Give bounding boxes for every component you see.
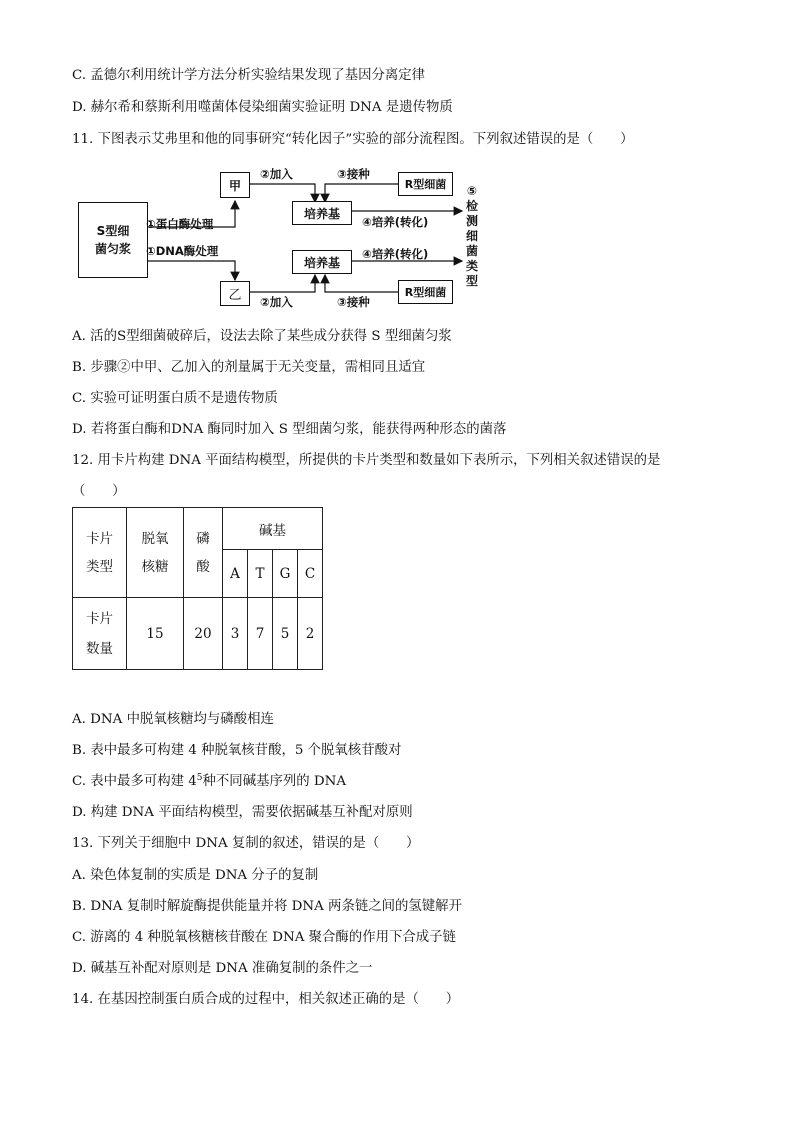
- detect-char: 型: [465, 274, 478, 288]
- row-label-text: 数量: [86, 640, 113, 657]
- question-13-stem: 13. 下列关于细胞中 DNA 复制的叙述，错误的是（ ）: [72, 836, 420, 851]
- arrow-yi-to-medium: [250, 275, 315, 292]
- q11-option-d: D. 若将蛋白酶和DNA 酶同时加入 S 型细菌匀浆，能获得两种形态的菌落: [72, 422, 507, 437]
- header-phosphate: [184, 508, 223, 598]
- question-14-stem: 14. 在基因控制蛋白质合成的过程中，相关叙述正确的是（ ）: [72, 992, 460, 1007]
- arrow-r-to-medium-bottom: [325, 275, 398, 292]
- cell-deoxyribose-count: 15: [127, 598, 184, 670]
- cell-phosphate-count: 20: [184, 598, 223, 670]
- q12-option-a: A. DNA 中脱氧核糖均与磷酸相连: [72, 712, 274, 727]
- source-line-1: S型细: [96, 224, 130, 238]
- q11-option-a: A. 活的S型细菌破碎后，设法去除了某些成分获得 S 型细菌匀浆: [72, 329, 452, 344]
- option-c-q10: C. 孟德尔利用统计学方法分析实验结果发现了基因分离定律: [72, 68, 426, 83]
- arrow-r-to-medium-top: [325, 184, 398, 202]
- q13-option-c: C. 游离的 4 种脱氧核糖核苷酸在 DNA 聚合酶的作用下合成子链: [72, 930, 456, 945]
- medium-bottom-box: 培养基: [292, 250, 352, 274]
- q11-option-c: C. 实验可证明蛋白质不是遗传物质: [72, 391, 278, 406]
- q12-c-prefix: C. 表中最多可构建 4: [72, 774, 197, 789]
- r-bacteria-bottom-box: R型细菌: [398, 280, 453, 304]
- row-label-text: 卡片: [86, 610, 113, 627]
- detect-char: 类: [465, 259, 478, 273]
- header-text: 核糖: [141, 558, 169, 575]
- option-d-q10: D. 赫尔希和蔡斯利用噬菌体侵染细菌实验证明 DNA 是遗传物质: [72, 100, 453, 115]
- cell-g-count: 5: [273, 598, 298, 670]
- header-text: 脱氧: [141, 530, 169, 547]
- q13-option-b: B. DNA 复制时解旋酶提供能量并将 DNA 两条链之间的氢键解开: [72, 899, 462, 914]
- medium-top-box: 培养基: [292, 201, 352, 225]
- r-bacteria-top-box: R型细菌: [398, 172, 453, 196]
- header-deoxyribose: [127, 508, 184, 598]
- label-protease: ①蛋白酶处理: [146, 217, 214, 231]
- card-count-table: [72, 507, 323, 670]
- header-text: 卡片: [86, 530, 113, 547]
- q12-c-exponent: 5: [196, 773, 203, 783]
- detect-char: 检: [465, 199, 478, 213]
- header-base-a: A: [223, 550, 248, 598]
- question-12-stem: 12. 用卡片构建 DNA 平面结构模型，所提供的卡片类型和数量如下表所示，下列相关叙述错误的是: [72, 453, 661, 468]
- arrow-jia-to-medium: [250, 184, 315, 202]
- detect-char: ⑤: [466, 184, 478, 198]
- q13-option-d: D. 碱基互补配对原则是 DNA 准确复制的条件之一: [72, 961, 373, 976]
- q12-option-d: D. 构建 DNA 平面结构模型，需要依据碱基互补配对原则: [72, 805, 413, 820]
- label-culture-bottom: ④培养(转化): [362, 247, 429, 261]
- label-add-top: ②加入: [260, 167, 293, 181]
- label-culture-top: ④培养(转化): [362, 215, 429, 229]
- label-dnase: ①DNA酶处理: [146, 244, 219, 258]
- arrow-dnase-to-yi: [148, 261, 235, 280]
- header-text: 磷: [196, 530, 210, 547]
- q12-c-suffix: 种不同碱基序列的 DNA: [202, 774, 347, 789]
- header-base-t: T: [248, 550, 273, 598]
- q12-option-b: B. 表中最多可构建 4 种脱氧核苷酸，5 个脱氧核苷酸对: [72, 743, 402, 758]
- header-base-g: G: [273, 550, 298, 598]
- header-base: 碱基: [223, 508, 323, 550]
- question-12-paren: （ ）: [72, 484, 126, 499]
- header-text: 酸: [196, 558, 210, 575]
- cell-a-count: 3: [223, 598, 248, 670]
- detect-char: 测: [465, 214, 478, 228]
- detect-char: 菌: [465, 244, 478, 258]
- cell-c-count: 2: [298, 598, 323, 670]
- header-base-c: C: [298, 550, 323, 598]
- cell-t-count: 7: [248, 598, 273, 670]
- row-card-count-label: [73, 598, 127, 670]
- header-card-type: [73, 508, 127, 598]
- header-text: 类型: [86, 558, 113, 575]
- label-inoculate-top: ③接种: [337, 167, 370, 181]
- s-bacteria-homogenate-box: [78, 202, 148, 278]
- q11-option-b: B. 步骤②中甲、乙加入的剂量属于无关变量，需相同且适宜: [72, 360, 426, 375]
- detect-char: 细: [465, 229, 478, 243]
- transforming-principle-flowchart: [70, 164, 510, 314]
- source-line-2: 菌匀浆: [94, 242, 131, 256]
- jia-box: 甲: [220, 172, 250, 198]
- question-11-stem: 11. 下图表示艾弗里和他的同事研究“转化因子”实验的部分流程图。下列叙述错误的是（ ）: [72, 132, 634, 147]
- detect-bacteria-type-label: [464, 184, 480, 289]
- label-inoculate-bottom: ③接种: [337, 295, 370, 309]
- label-add-bottom: ②加入: [260, 295, 293, 309]
- q12-option-c: [72, 772, 346, 792]
- q13-option-a: A. 染色体复制的实质是 DNA 分子的复制: [72, 868, 319, 883]
- yi-box: 乙: [220, 281, 250, 306]
